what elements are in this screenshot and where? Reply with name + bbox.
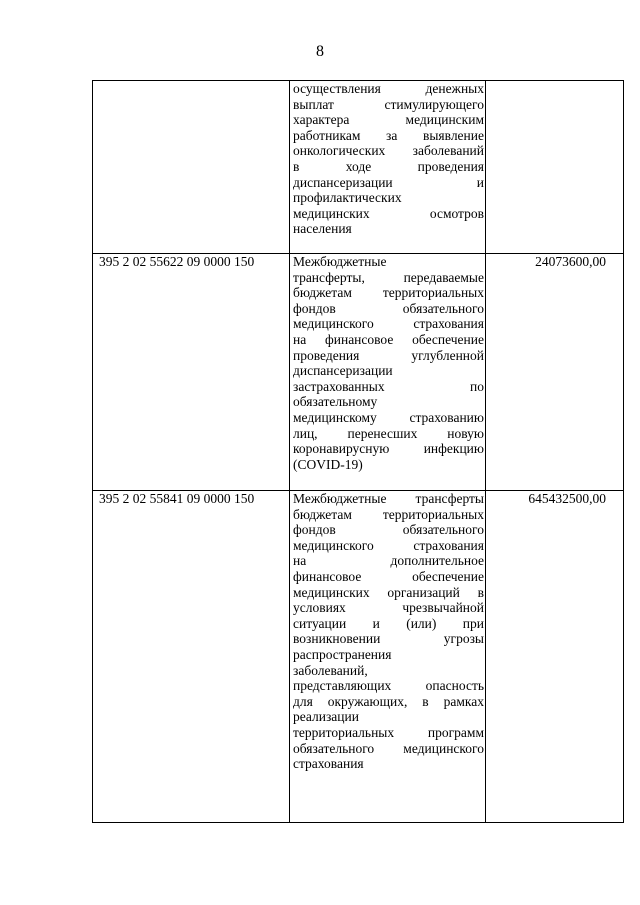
description-line: фондов обязательного (293, 300, 484, 316)
description-line: для окружающих, в рамках (293, 693, 484, 709)
amount-cell (486, 81, 624, 254)
description-line: медицинских организаций в (293, 584, 484, 600)
description-line: на дополнительное (293, 553, 484, 569)
table-row (93, 491, 624, 823)
description-line: медицинского страхования (293, 316, 484, 332)
description-cell (290, 254, 486, 491)
description-line: бюджетам территориальных (293, 506, 484, 522)
description-line: характера медицинским (293, 112, 484, 128)
description-line: на финансовое обеспечение (293, 331, 484, 347)
description-line: профилактических (293, 190, 402, 206)
description-line: бюджетам территориальных (293, 285, 484, 301)
description-cell (290, 81, 486, 254)
description-line: Межбюджетные (293, 254, 387, 269)
description-line: медицинскому страхованию (293, 409, 484, 425)
budget-code-cell: 395 2 02 55622 09 0000 150 (93, 254, 290, 491)
amount-cell: 24073600,00 (486, 254, 624, 491)
description-line: представляющих опасность (293, 678, 484, 694)
description-line: трансферты, передаваемые (293, 269, 484, 285)
description-line: возникновении угрозы (293, 631, 484, 647)
description-line: обязательному (293, 394, 378, 410)
table-row (93, 81, 624, 254)
budget-table-body (93, 81, 624, 823)
budget-code-cell (93, 81, 290, 254)
table-row (93, 254, 624, 491)
budget-code-cell: 395 2 02 55841 09 0000 150 (93, 491, 290, 823)
description-line: выплат стимулирующего (293, 96, 484, 112)
description-line: условиях чрезвычайной (293, 600, 484, 616)
description-cell (290, 491, 486, 823)
budget-table (92, 80, 624, 823)
description-line: страхования (293, 756, 364, 772)
description-line: фондов обязательного (293, 522, 484, 538)
description-line: в ходе проведения (293, 158, 484, 174)
description-line: финансовое обеспечение (293, 568, 484, 584)
description-line: распространения (293, 646, 392, 662)
description-line: ситуации и (или) при (293, 615, 484, 631)
description-line: медицинского страхования (293, 537, 484, 553)
description-line: территориальных программ (293, 724, 484, 740)
description-line: коронавирусную инфекцию (293, 441, 484, 457)
description-line: заболеваний, (293, 662, 368, 678)
amount-cell: 645432500,00 (486, 491, 624, 823)
description-line: населения (293, 221, 352, 237)
description-line: онкологических заболеваний (293, 143, 484, 159)
description-line: проведения углубленной (293, 347, 484, 363)
description-line: медицинских осмотров (293, 205, 484, 221)
description-line: лиц, перенесших новую (293, 425, 484, 441)
description-line: диспансеризации (293, 363, 393, 379)
description-line: осуществления денежных (293, 81, 484, 96)
description-line: диспансеризации и (293, 174, 484, 190)
description-line: Межбюджетные трансферты (293, 491, 484, 506)
description-line: работникам за выявление (293, 127, 484, 143)
description-line: реализации (293, 709, 359, 725)
description-line: (COVID-19) (293, 456, 363, 472)
description-line: застрахованных по (293, 378, 484, 394)
page-number: 8 (316, 43, 324, 60)
description-line: обязательного медицинского (293, 740, 484, 756)
